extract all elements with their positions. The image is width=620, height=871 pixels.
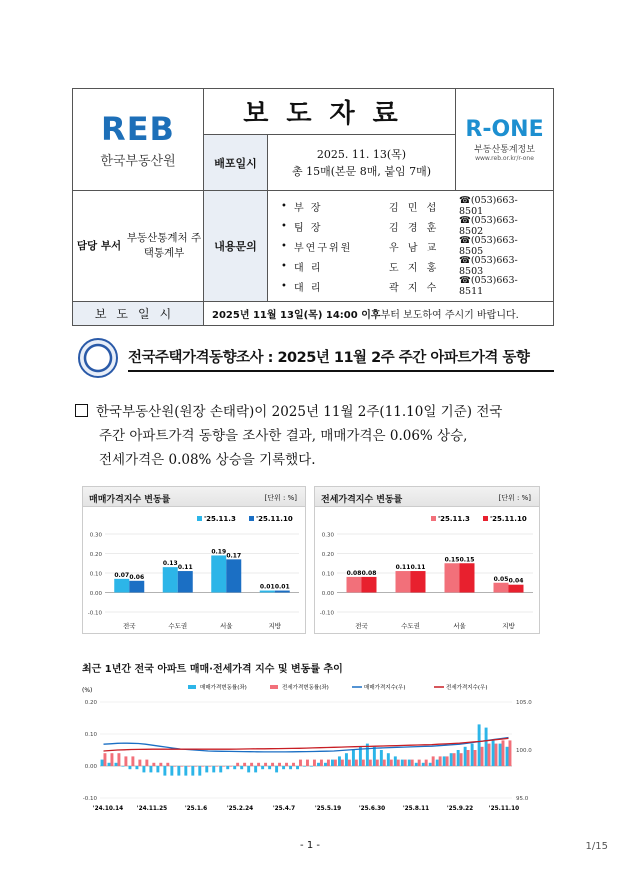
legend-label: '25.11.3: [438, 515, 470, 523]
legend-swatch: [249, 516, 254, 521]
jeonse-change-bar: [208, 766, 211, 767]
data-label: 0.11: [410, 564, 426, 572]
contact-label: 내용문의: [204, 191, 268, 302]
sale-change-bar: [394, 756, 397, 766]
headline: 전국주택가격동향조사 : 2025년 11월 2주 주간 아파트가격 동향: [128, 350, 530, 366]
sale-change-bar: [415, 763, 418, 766]
legend-label: 전세가격변동률(좌): [282, 685, 329, 691]
contact-row: • 부 장 김 민 섭 ☎(053)663-8501: [281, 195, 518, 217]
x-tick-label: '25.8.11: [402, 806, 430, 812]
x-tick-label: '25.11.10: [488, 806, 520, 812]
rone-subtitle: 부동산통계정보: [474, 145, 535, 155]
contact-list: [268, 191, 554, 302]
dist-label: 배포일시: [204, 135, 268, 191]
bar: [163, 567, 178, 592]
sale-change-bar: [387, 753, 390, 766]
jeonse-change-bar: [131, 756, 134, 766]
x-tick-label: '25.5.19: [314, 806, 342, 812]
sale-change-bar: [436, 760, 439, 766]
sale-change-bar: [478, 724, 481, 766]
data-label: 0.11: [177, 564, 193, 572]
jeonse-change-bar: [166, 763, 169, 766]
sale-change-bar: [219, 766, 222, 772]
sale-change-bar: [380, 750, 383, 766]
dist-info: [268, 135, 456, 191]
x-tick-label: '24.11.25: [136, 806, 168, 812]
bar: [494, 583, 509, 593]
legend-label: '25.11.10: [490, 515, 527, 523]
y-right-tick-label: 100.0: [516, 748, 532, 754]
data-label: 0.07: [114, 571, 130, 579]
page-count: 1/15: [585, 841, 608, 852]
sale-change-bar: [240, 766, 243, 769]
data-label: 0.19: [211, 548, 227, 556]
jeonse-change-bar: [334, 760, 337, 766]
jeonse-change-bar: [306, 760, 309, 766]
jeonse-change-bar: [152, 763, 155, 766]
chart-title: 전세가격지수 변동률: [321, 495, 403, 505]
y-right-tick-label: 105.0: [516, 700, 532, 706]
data-label: 0.05: [493, 575, 509, 583]
jeonse-change-bar: [264, 763, 267, 766]
y-tick-label: 0.00: [89, 591, 102, 597]
data-label: 0.01: [274, 583, 290, 591]
jeonse-change-bar: [117, 753, 120, 766]
jeonse-change-bar: [481, 747, 484, 766]
jeonse-change-bar: [124, 756, 127, 766]
jeonse-change-bar: [278, 763, 281, 766]
y-tick-label: 0.10: [89, 571, 102, 578]
rone-url: www.reb.or.kr/r-one: [475, 155, 534, 162]
sale-change-bar: [499, 744, 502, 766]
sale-change-bar: [101, 760, 104, 766]
sale-change-bar: [485, 728, 488, 766]
data-label: 0.11: [395, 564, 411, 572]
trend-chart-title: 최근 1년간 전국 아파트 매매·전세가격 지수 및 변동률 추이: [82, 664, 343, 675]
x-tick-label: '25.9.22: [446, 806, 474, 812]
legend-label: 전세가격지수(우): [446, 685, 488, 691]
sale-change-bar: [401, 760, 404, 766]
jeonse-change-bar: [222, 766, 225, 767]
reb-org-name: 한국부동산원: [100, 154, 176, 169]
jeonse-change-bar: [383, 760, 386, 766]
press-header-table: [72, 88, 554, 326]
sale-change-bar: [296, 766, 299, 769]
jeonse-change-bar: [215, 766, 218, 767]
y-tick-label: 0.00: [321, 591, 334, 597]
dist-date: 2025. 11. 13(목): [316, 147, 407, 161]
data-label: 0.15: [444, 556, 460, 564]
summary-paragraph: [75, 400, 555, 472]
sale-change-bar: [198, 766, 201, 776]
category-label: 서울: [453, 622, 466, 630]
jeonse-change-bar: [341, 760, 344, 766]
sale-change-bar: [275, 766, 278, 772]
reb-logo-mark: REB: [101, 110, 175, 148]
sale-change-bar: [331, 760, 334, 766]
jeonse-change-panel: [314, 486, 540, 634]
sale-change-bar: [422, 763, 425, 766]
jeonse-change-bar: [411, 760, 414, 766]
jeonse-change-bar: [446, 756, 449, 766]
statistics-seal-icon: [78, 338, 118, 378]
rone-logo-mark: R-ONE: [465, 117, 544, 142]
jeonse-change-bar: [397, 760, 400, 766]
dist-pages: 총 15매(본문 8매, 붙임 7매): [291, 164, 432, 178]
jeonse-change-bar: [271, 763, 274, 766]
jeonse-change-bar: [425, 760, 428, 766]
sale-change-bar: [408, 760, 411, 766]
sale-change-bar: [128, 766, 131, 769]
dept-cell: [73, 191, 204, 302]
left-axis-unit: (%): [82, 687, 93, 694]
checkbox-bullet-icon: [75, 404, 88, 417]
jeonse-change-bar: [355, 760, 358, 766]
jeonse-change-bar: [488, 744, 491, 766]
dept-name: 부동산통계처 주택통계부: [126, 232, 202, 259]
sale-change-bar: [122, 766, 125, 767]
jeonse-change-bar: [187, 766, 190, 767]
y-tick-label: 0.00: [84, 764, 97, 770]
jeonse-change-bar: [236, 763, 239, 766]
jeonse-change-bar: [194, 766, 197, 767]
jeonse-change-bar: [376, 760, 379, 766]
jeonse-change-bar: [250, 763, 253, 766]
sale-change-bar: [254, 766, 257, 772]
page-number: - 1 -: [300, 840, 320, 851]
jeonse-change-bar: [159, 763, 162, 766]
sale-change-bar: [450, 753, 453, 766]
legend-label: '25.11.3: [204, 515, 236, 523]
jeonse-change-bar: [432, 756, 435, 766]
sale-change-bar: [142, 766, 145, 772]
sale-change-bar: [310, 766, 313, 767]
jeonse-change-bar: [313, 760, 316, 766]
category-label: 수도권: [401, 622, 420, 630]
jeonse-change-bar: [173, 766, 176, 767]
paragraph-line: 전세가격은 0.08% 상승을 기록했다.: [99, 452, 316, 468]
sale-change-bar: [135, 766, 138, 769]
y-tick-label: -0.10: [82, 796, 97, 802]
y-tick-label: 0.10: [84, 732, 97, 738]
jeonse-change-bar: [439, 756, 442, 766]
trend-chart: [78, 676, 544, 826]
jeonse-change-chart: [315, 508, 539, 634]
sale-change-bar: [261, 766, 264, 769]
bar: [362, 577, 377, 593]
sale-change-bar: [317, 763, 320, 766]
y-tick-label: 0.20: [321, 552, 334, 558]
jeonse-change-bar: [103, 753, 106, 766]
bar: [226, 559, 241, 592]
sale-change-bar: [352, 750, 355, 766]
chart-unit: [단위 : %]: [498, 494, 531, 502]
sale-change-bar: [163, 766, 166, 776]
sale-change-bar: [108, 763, 111, 766]
sale-change-bar: [324, 763, 327, 766]
release-time: 2025년 11월 13일(목) 14:00 이후: [212, 310, 381, 321]
sale-change-bar: [373, 747, 376, 766]
sale-change-bar: [492, 740, 495, 766]
sale-change-bar: [247, 766, 250, 772]
dept-label: 담당 부서: [76, 239, 122, 252]
jeonse-change-bar: [229, 766, 232, 767]
jeonse-change-bar: [418, 760, 421, 766]
data-label: 0.17: [226, 552, 242, 560]
y-tick-label: 0.20: [89, 552, 102, 558]
bar: [411, 571, 426, 592]
jeonse-change-bar: [327, 760, 330, 766]
y-tick-label: 0.10: [321, 571, 334, 578]
bar: [114, 579, 129, 593]
category-label: 수도권: [168, 622, 188, 630]
category-label: 서울: [219, 622, 233, 630]
jeonse-change-bar: [145, 760, 148, 766]
reb-logo: [73, 89, 204, 191]
contact-row: • 부연구위원 우 남 교 ☎(053)663-8505: [281, 235, 518, 257]
jeonse-change-bar: [243, 763, 246, 766]
x-tick-label: '25.1.6: [184, 806, 208, 812]
sale-change-chart: [83, 508, 305, 634]
paragraph-line: 주간 아파트가격 동향을 조사한 결과, 매매가격은 0.06% 상승,: [99, 428, 468, 444]
data-label: 0.06: [129, 573, 145, 581]
contact-row: • 대 리 도 지 홍 ☎(053)663-8503: [281, 255, 518, 277]
y-tick-label: 0.30: [321, 532, 334, 539]
sale-change-bar: [471, 744, 474, 766]
jeonse-change-bar: [292, 763, 295, 766]
sale-change-panel: [82, 486, 306, 634]
jeonse-change-bar: [180, 766, 183, 767]
jeonse-change-bar: [474, 750, 477, 766]
data-label: 0.13: [162, 560, 178, 568]
sale-change-bar: [338, 756, 341, 766]
sale-change-bar: [233, 766, 236, 769]
headline-underline: [128, 370, 554, 372]
contact-row: • 대 리 곽 지 수 ☎(053)663-8511: [281, 275, 518, 297]
y-tick-label: -0.10: [87, 610, 102, 617]
legend-label: '25.11.10: [256, 515, 293, 523]
x-tick-label: '24.10.14: [92, 806, 124, 812]
jeonse-change-bar: [369, 760, 372, 766]
y-tick-label: -0.10: [319, 610, 334, 617]
sale-change-bar: [282, 766, 285, 769]
legend-swatch: [197, 516, 202, 521]
legend-swatch: [483, 516, 488, 521]
release-label: 보도일시: [73, 302, 204, 326]
y-tick-label: 0.30: [89, 532, 102, 539]
sale-change-bar: [506, 747, 509, 766]
jeonse-change-bar: [348, 760, 351, 766]
data-label: 0.08: [361, 569, 377, 577]
data-label: 0.01: [259, 583, 275, 591]
legend-swatch: [270, 685, 278, 689]
sale-change-bar: [115, 763, 118, 766]
sale-change-bar: [289, 766, 292, 769]
bar: [445, 563, 460, 592]
legend-swatch: [431, 516, 436, 521]
legend-label: 매매가격지수(우): [364, 685, 406, 691]
data-label: 0.15: [459, 556, 475, 564]
sale-change-bar: [205, 766, 208, 772]
bar: [211, 555, 226, 592]
jeonse-change-bar: [110, 753, 113, 766]
sale-change-bar: [177, 766, 180, 776]
sale-change-bar: [464, 747, 467, 766]
jeonse-change-bar: [362, 760, 365, 766]
sale-change-bar: [303, 766, 306, 767]
press-title: 보도자료: [204, 89, 456, 135]
jeonse-change-bar: [502, 740, 505, 766]
y-tick-label: 0.20: [84, 700, 97, 706]
chart-unit: [단위 : %]: [264, 494, 297, 502]
bar: [460, 563, 475, 592]
sale-change-bar: [268, 766, 271, 769]
sale-change-bar: [149, 766, 152, 772]
sale-change-bar: [443, 756, 446, 766]
jeonse-change-bar: [460, 753, 463, 766]
legend-swatch: [188, 685, 196, 689]
sale-change-bar: [212, 766, 215, 772]
jeonse-change-bar: [299, 760, 302, 766]
bar: [347, 577, 362, 593]
jeonse-change-bar: [495, 744, 498, 766]
category-label: 지방: [502, 622, 515, 630]
bar: [129, 581, 144, 593]
category-label: 지방: [268, 622, 282, 630]
release-note: 부터 보도하여 주시기 바랍니다.: [380, 310, 519, 321]
x-tick-label: '25.4.7: [272, 806, 296, 812]
bar: [275, 591, 290, 593]
jeonse-change-bar: [320, 760, 323, 766]
jeonse-change-bar: [201, 766, 204, 767]
category-label: 전국: [122, 622, 136, 630]
bar: [396, 571, 411, 592]
sale-change-bar: [457, 750, 460, 766]
bar: [178, 571, 193, 592]
sale-change-bar: [345, 753, 348, 766]
x-tick-label: '25.2.24: [226, 806, 254, 812]
jeonse-change-bar: [509, 740, 512, 766]
jeonse-change-bar: [453, 753, 456, 766]
jeonse-change-bar: [390, 760, 393, 766]
sale-change-bar: [226, 766, 229, 769]
release-info: [204, 302, 554, 326]
data-label: 0.08: [346, 569, 362, 577]
legend-label: 매매가격변동률(좌): [200, 685, 247, 691]
rone-logo: [456, 89, 554, 191]
category-label: 전국: [355, 622, 368, 630]
jeonse-change-bar: [257, 763, 260, 766]
data-label: 0.04: [508, 577, 524, 585]
bar: [509, 585, 524, 593]
contact-row: • 팀 장 김 경 훈 ☎(053)663-8502: [281, 215, 518, 237]
jeonse-change-bar: [404, 760, 407, 766]
sale-change-bar: [429, 763, 432, 766]
sale-change-bar: [170, 766, 173, 776]
y-right-tick-label: 95.0: [516, 796, 529, 802]
headline-block: [72, 338, 554, 378]
bar: [260, 591, 275, 593]
sale-change-bar: [156, 766, 159, 772]
paragraph-line: 한국부동산원(원장 손태락)이 2025년 11월 2주(11.10일 기준) 전국: [96, 404, 503, 420]
sale-change-bar: [184, 766, 187, 776]
x-tick-label: '25.6.30: [358, 806, 386, 812]
jeonse-change-bar: [285, 763, 288, 766]
jeonse-change-bar: [138, 760, 141, 766]
sale-change-bar: [191, 766, 194, 776]
jeonse-change-bar: [467, 750, 470, 766]
chart-title: 매매가격지수 변동률: [89, 495, 171, 505]
